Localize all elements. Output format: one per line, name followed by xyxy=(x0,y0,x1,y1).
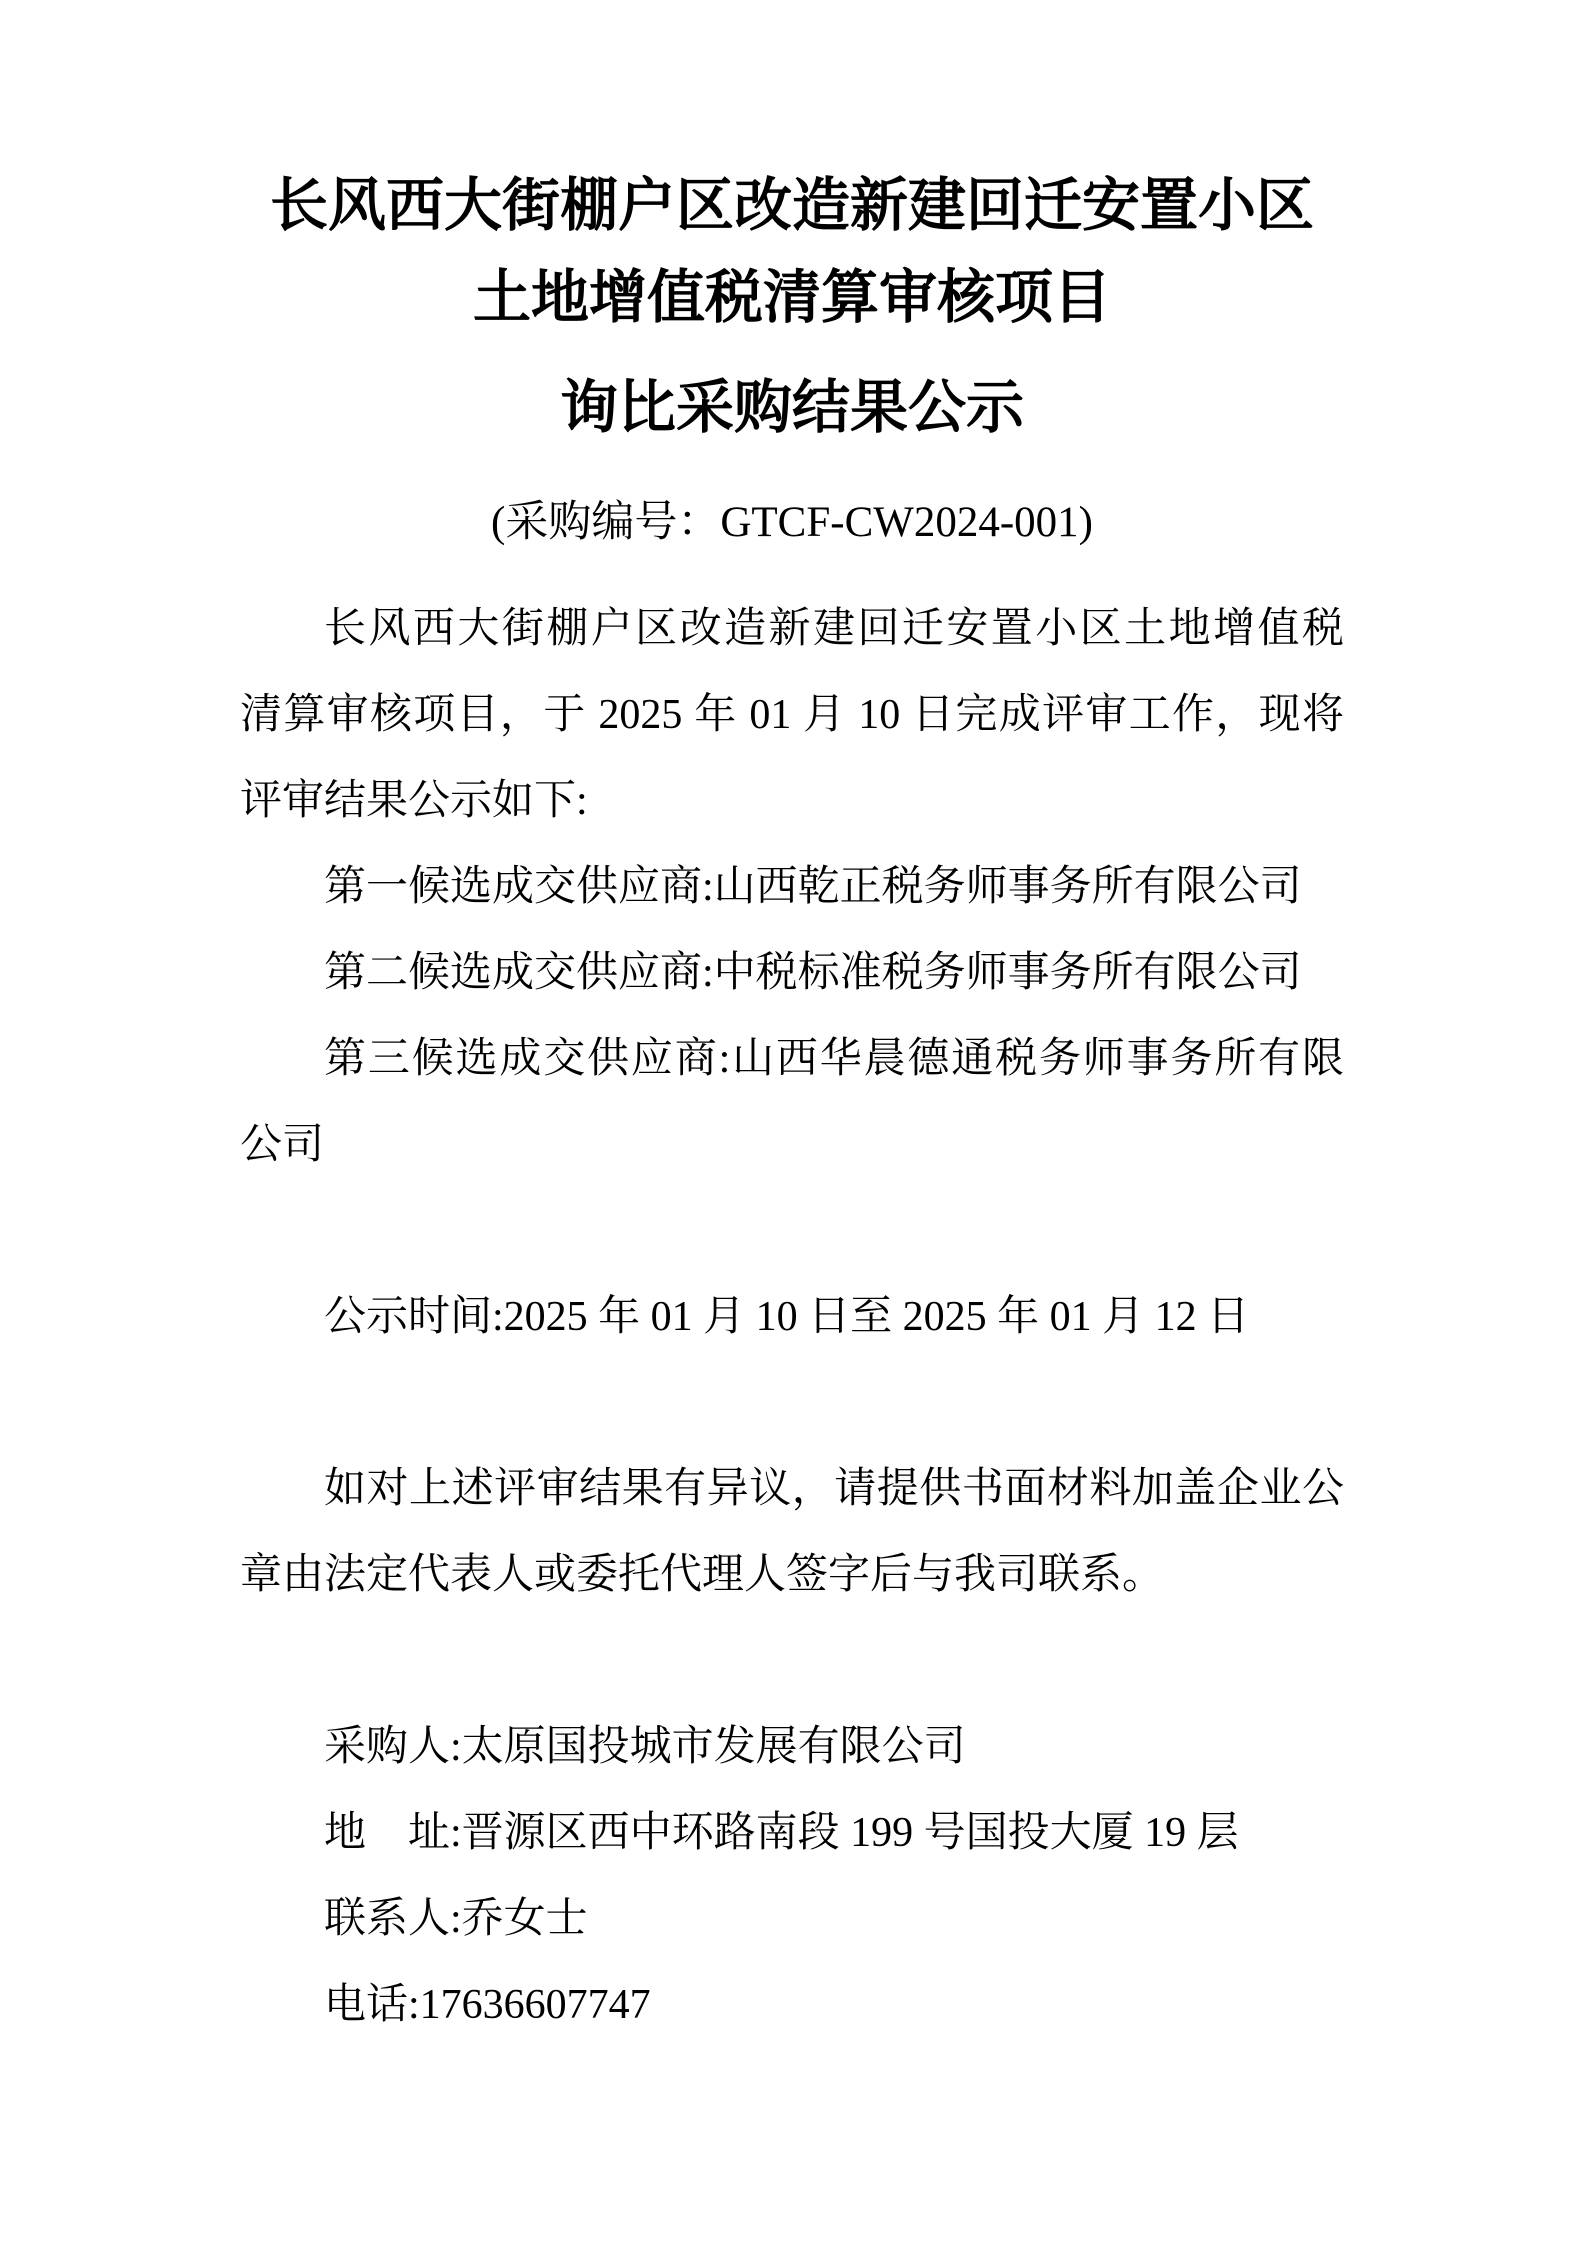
document-title-line1: 长风西大街棚户区改造新建回迁安置小区 xyxy=(269,173,1314,238)
text-line: 评审结果公示如下: xyxy=(240,778,588,824)
text-line: 公司 xyxy=(240,1122,325,1168)
blank-line xyxy=(240,1360,1344,1446)
text-line: 清算审核项目，于 2025 年 01 月 10 日完成评审工作，现将 xyxy=(240,692,1344,738)
text-line: 地 址:晋源区西中环路南段 199 号国投大厦 19 层 xyxy=(324,1810,1239,1856)
document-body-lines xyxy=(240,586,1344,2048)
text-line: 公示时间:2025 年 01 月 10 日至 2025 年 01 月 12 日 xyxy=(324,1294,1250,1340)
text-line: 第二候选成交供应商:中税标准税务师事务所有限公司 xyxy=(324,950,1302,996)
text-line: 联系人:乔女士 xyxy=(324,1896,588,1942)
text-line: 第一候选成交供应商:山西乾正税务师事务所有限公司 xyxy=(324,864,1302,910)
text-line: 采购人:太原国投城市发展有限公司 xyxy=(324,1724,966,1770)
document-subtitle: 询比采购结果公示 xyxy=(559,375,1024,440)
document-title-line2: 土地增值税清算审核项目 xyxy=(472,265,1111,330)
text-line: 长风西大街棚户区改造新建回迁安置小区土地增值税 xyxy=(324,606,1344,652)
procurement-number: (采购编号：GTCF-CW2024-001) xyxy=(491,499,1093,546)
text-line: 第三候选成交供应商:山西华晨德通税务师事务所有限 xyxy=(324,1036,1344,1082)
text-line: 章由法定代表人或委托代理人签字后与我司联系。 xyxy=(240,1552,1165,1598)
blank-line xyxy=(240,1188,1344,1274)
text-line: 电话:17636607747 xyxy=(324,1982,651,2028)
blank-line xyxy=(240,1618,1344,1704)
text-line: 如对上述评审结果有异议，请提供书面材料加盖企业公 xyxy=(324,1466,1344,1512)
